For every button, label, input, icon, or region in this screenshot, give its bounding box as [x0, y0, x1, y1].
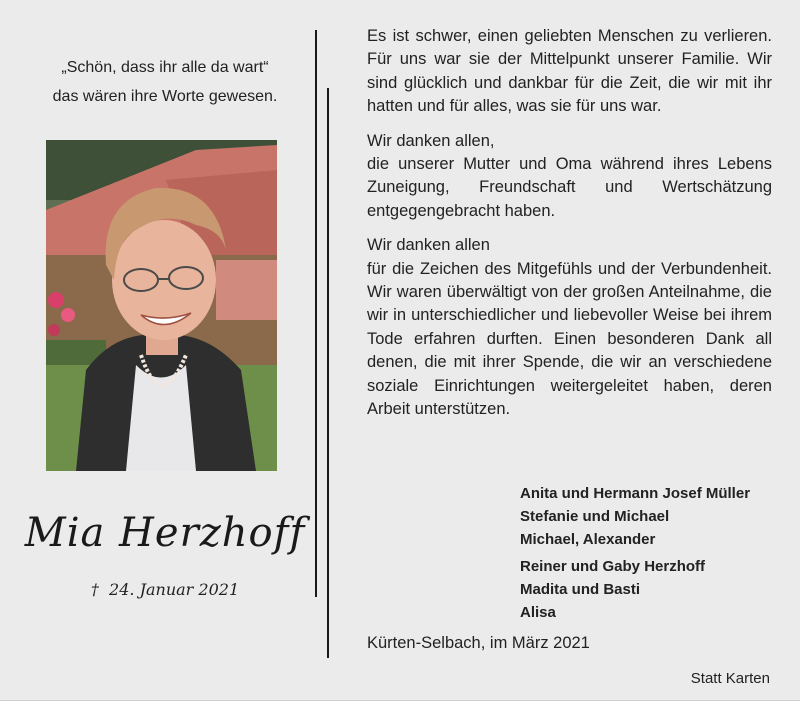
- family-group-1: [520, 482, 750, 551]
- bottom-border: [0, 700, 800, 709]
- quote-line-1: „Schön, dass ihr alle da wart“: [61, 59, 269, 76]
- statt-karten-note: Statt Karten: [690, 670, 770, 687]
- divider-line-left: [315, 30, 317, 597]
- quote-line-2: das wären ihre Worte gewesen.: [52, 88, 278, 105]
- text-block: [367, 25, 772, 422]
- deceased-name: Mia Herzhoff: [24, 510, 306, 556]
- family-member: Alisa: [520, 604, 556, 621]
- portrait-photo: [46, 140, 277, 471]
- death-date: 24. Januar 2021: [109, 580, 240, 599]
- family-group-2: [520, 555, 705, 624]
- family-member: Reiner und Gaby Herzhoff: [520, 558, 706, 575]
- family-member: Madita und Basti: [520, 581, 641, 598]
- death-cross-symbol: †: [90, 580, 99, 599]
- death-date-line: [20, 580, 310, 599]
- paragraph-1: Es ist schwer, einen geliebten Menschen zu verlieren. Für uns war sie der Mittelpunkt unserer Familie. Wir sind glücklich und dankbar für die Zeit, die wir mit ihr hatten und für alles, was sie für uns war.: [367, 27, 772, 116]
- paragraph-3-intro: Wir danken allen: [367, 236, 490, 255]
- paragraph-2-intro: Wir danken allen,: [367, 131, 495, 150]
- family-member: Stefanie und Michael: [520, 508, 670, 525]
- portrait-illustration: [46, 140, 277, 471]
- place-and-date: Kürten-Selbach, im März 2021: [367, 634, 590, 652]
- paragraph-3: für die Zeichen des Mitgefühls und der Verbundenheit. Wir waren überwältigt von der großen Anteilnahme, die wir in unterschiedlicher und liebevoller Weise bei ihrem Tode erfahren durften. Einen besonderen Dank all denen, die mit ihrer Spende, die wir an verschiedene soziale Einrichtungen weitergeleitet haben, deren Arbeit unterstützen.: [367, 259, 772, 419]
- family-member: Anita und Hermann Josef Müller: [520, 485, 751, 502]
- divider-line-right: [327, 88, 329, 658]
- paragraph-2: die unserer Mutter und Oma während ihres Lebens Zuneigung, Freundschaft und Wertschätzung entgegengebracht haben.: [367, 155, 772, 220]
- family-member: Michael, Alexander: [520, 531, 656, 548]
